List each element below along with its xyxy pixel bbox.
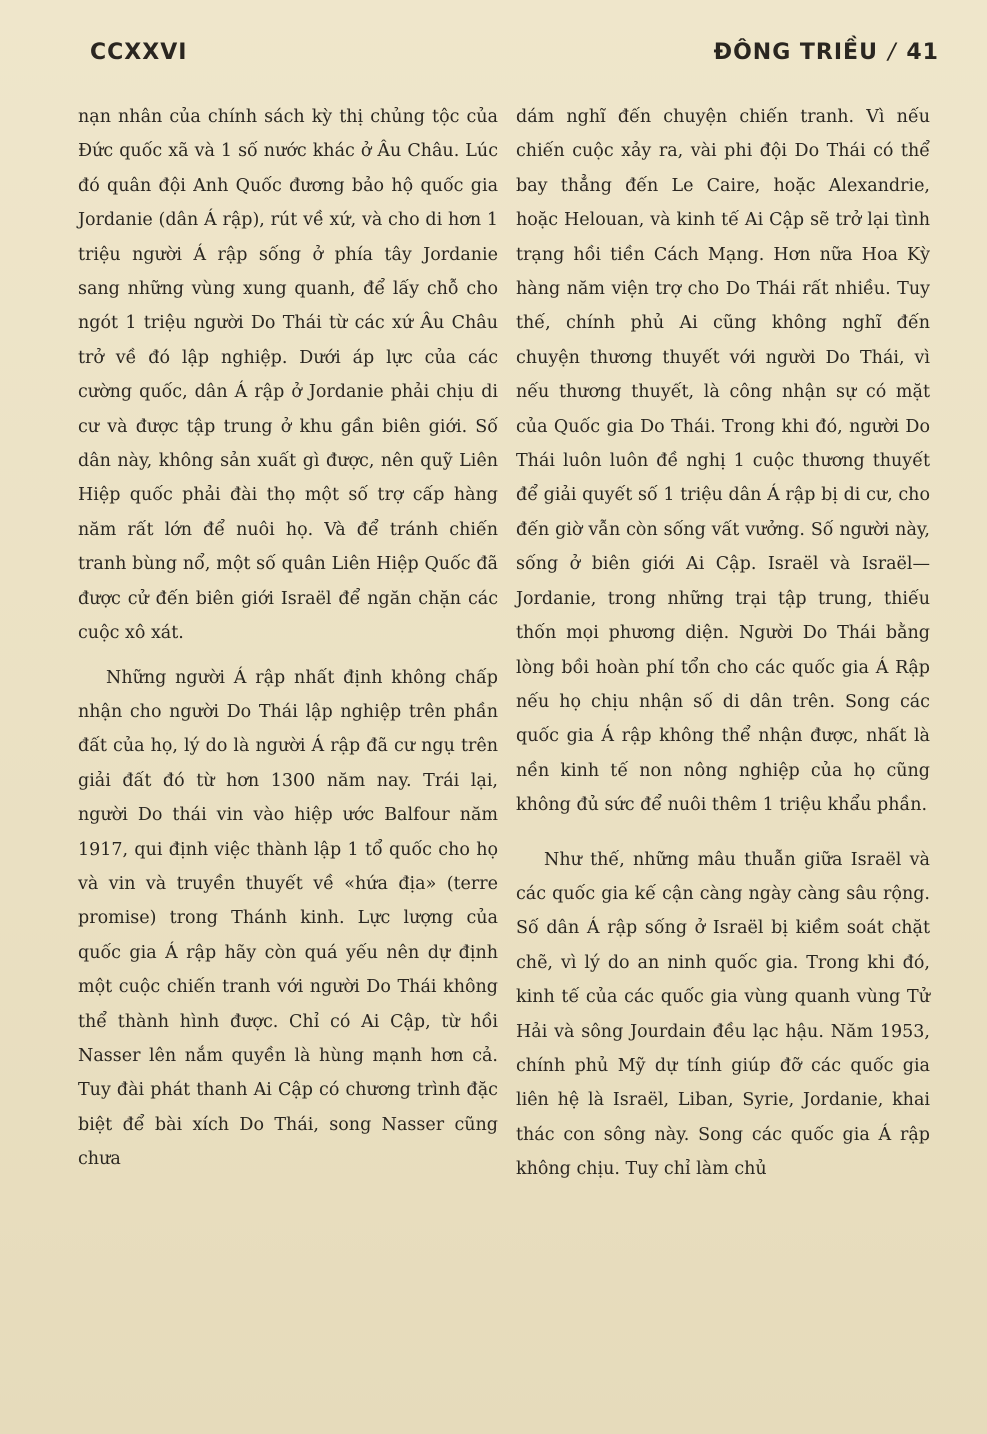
publication-title: ĐÔNG TRIỀU xyxy=(713,40,878,65)
issue-number: CCXXVI xyxy=(90,40,188,65)
page-number: 41 xyxy=(906,40,939,65)
right-column xyxy=(516,100,930,1187)
left-paragraph-2: Những người Á rập nhất định không chấp nhận cho người Do Thái lập nghiệp trên phần đất của họ, lý do là người Á rập đã cư ngụ trên giải đất đó từ hơn 1300 năm nay. Trái lại, người Do thái vin vào hiệp ước Balfour năm 1917, qui định việc thành lập 1 tổ quốc cho họ và vin và truyền thuyết về «hứa địa» (terre promise) trong Thánh kinh. Lực lượng của quốc gia Á rập hãy còn quá yếu nên dự định một cuộc chiến tranh với người Do Thái không thể thành hình được. Chỉ có Ai Cập, từ hồi Nasser lên nắm quyền là hùng mạnh hơn cả. Tuy đài phát thanh Ai Cập có chương trình đặc biệt để bài xích Do Thái, song Nasser cũng chưa xyxy=(78,667,498,1170)
left-column xyxy=(78,100,498,1177)
header-separator: / xyxy=(887,40,897,65)
running-title xyxy=(714,40,939,65)
right-paragraph-1: dám nghĩ đến chuyện chiến tranh. Vì nếu chiến cuộc xảy ra, vài phi đội Do Thái có thể bay thẳng đến Le Caire, hoặc Alexandrie, hoặc Helouan, và kinh tế Ai Cập sẽ trở lại tình trạng hồi tiền Cách Mạng. Hơn nữa Hoa Kỳ hàng năm viện trợ cho Do Thái rất nhiều. Tuy thế, chính phủ Ai cũng không nghĩ đến chuyện thương thuyết với người Do Thái, vì nếu thương thuyết, là công nhận sự có mặt của Quốc gia Do Thái. Trong khi đó, người Do Thái luôn luôn đề nghị 1 cuộc thương thuyết để giải quyết số 1 triệu dân Á rập bị di cư, cho đến giờ vẫn còn sống vất vưởng. Số người này, sống ở biên giới Ai Cập. Israël và Israël—Jordanie, trong những trại tập trung, thiếu thốn mọi phương diện. Người Do Thái bằng lòng bồi hoàn phí tổn cho các quốc gia Á Rập nếu họ chịu nhận số di dân trên. Song các quốc gia Á rập không thể nhận được, nhất là nền kinh tế non nông nghiệp của họ cũng không đủ sức để nuôi thêm 1 triệu khẩu phần. xyxy=(516,107,930,816)
left-paragraph-1: nạn nhân của chính sách kỳ thị chủng tộc của Đức quốc xã và 1 số nước khác ở Âu Châu. Lúc đó quân đội Anh Quốc đương bảo hộ quốc gia Jordanie (dân Á rập), rút về xứ, và cho di hơn 1 triệu người Á rập sống ở phía tây Jordanie sang những vùng xung quanh, để lấy chỗ cho ngót 1 triệu người Do Thái từ các xứ Âu Châu trở về đó lập nghiệp. Dưới áp lực của các cường quốc, dân Á rập ở Jordanie phải chịu di cư và được tập trung ở khu gần biên giới. Số dân này, không sản xuất gì được, nên quỹ Liên Hiệp quốc phải đài thọ một số trợ cấp hàng năm rất lớn để nuôi họ. Và để tránh chiến tranh bùng nổ, một số quân Liên Hiệp Quốc đã được cử đến biên giới Israël để ngăn chặn các cuộc xô xát. xyxy=(78,107,498,644)
right-paragraph-2: Như thế, những mâu thuẫn giữa Israël và các quốc gia kế cận càng ngày càng sâu rộng. Số dân Á rập sống ở Israël bị kiềm soát chặt chẽ, vì lý do an ninh quốc gia. Trong khi đó, kinh tế của các quốc gia vùng quanh vùng Tử Hải và sông Jourdain đều lạc hậu. Năm 1953, chính phủ Mỹ dự tính giúp đỡ các quốc gia liên hệ là Israël, Liban, Syrie, Jordanie, khai thác con sông này. Song các quốc gia Á rập không chịu. Tuy chỉ làm chủ xyxy=(516,849,930,1180)
page-header xyxy=(90,40,939,74)
